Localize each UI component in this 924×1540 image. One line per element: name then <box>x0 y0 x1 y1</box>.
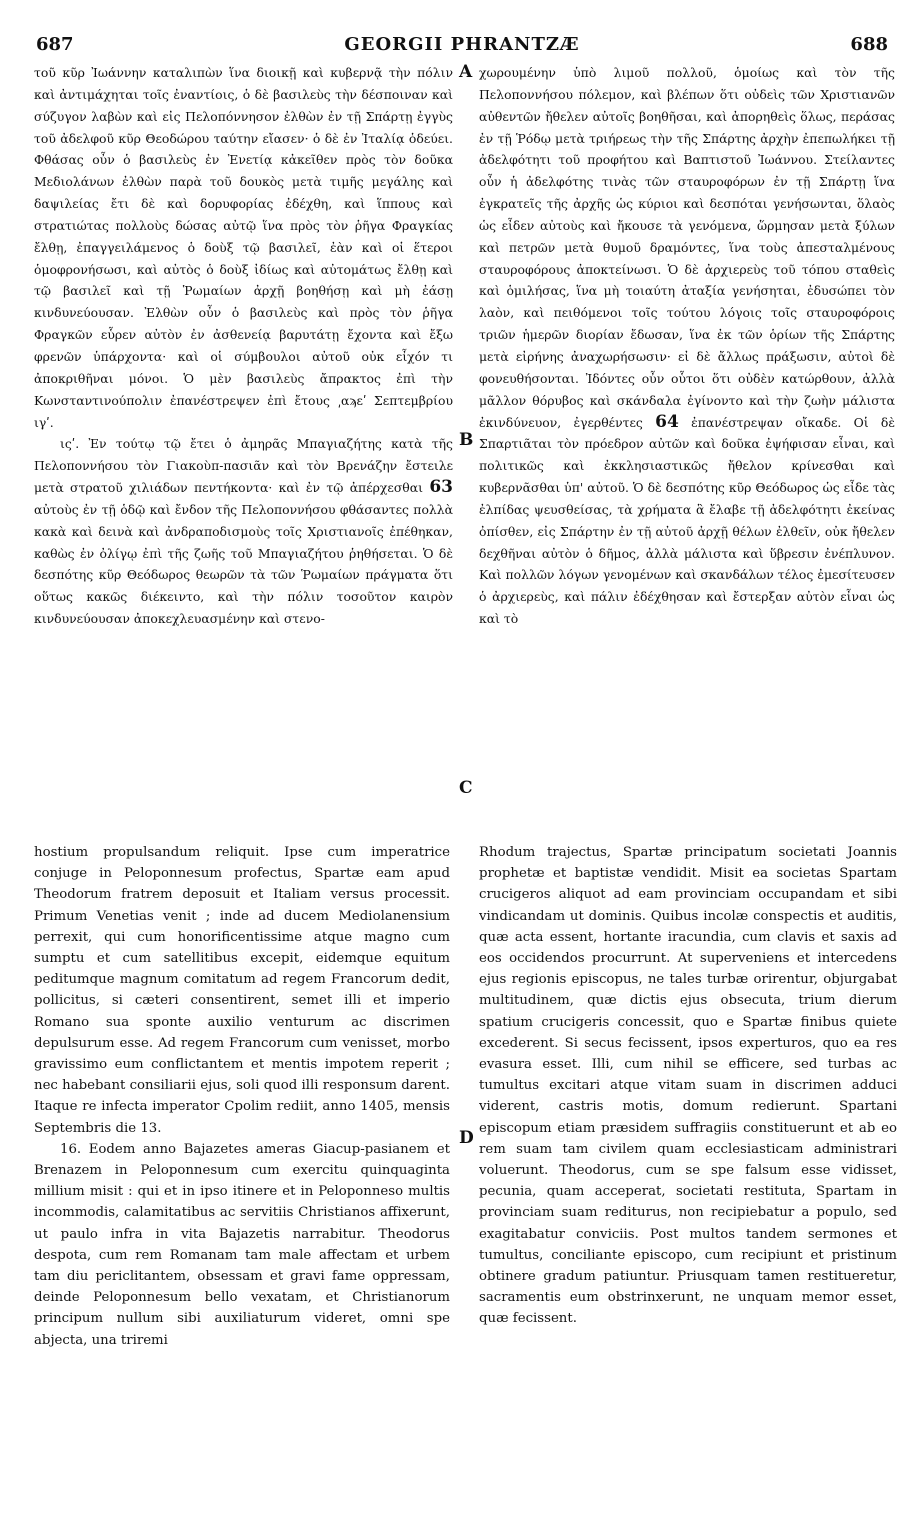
latin-text-left-column <box>34 842 450 1532</box>
greek-text: αὐτοὺς ἐν τῇ ὁδῷ καὶ ἔνδον τῆς Πελοποννήσου φθάσαντες πολλὰ κακὰ καὶ δεινὰ καὶ ἀνδραποδισμοὺς τοῖς Χριστιανοῖς ἐπέθηκαν, καθὼς ἐν ὀλίγῳ ἐπὶ τῆς ζωῆς τοῦ Μπαγιαζήτου ῥηθήσεται. Ὁ δὲ δεσπότης κῦρ Θεόδωρος θεωρῶν τὰ τῶν Ῥωμαίων πράγματα ὅτι οὕτως κακῶς διέκειντο, καὶ τὴν πόλιν τοσοῦτον καιρὸν κινδυνεύουσαν ἀποκεχλευασμένην καὶ στενο- <box>34 501 453 627</box>
latin-paragraph-16: 16. Eodem anno Bajazetes ameras Giacup-pasianem et Brenazem in Peloponnesum cum exercitu quinquaginta millium misit : qui et in ipso itinere et in Peloponneso multis incommodis, calamitatibus ac servitiis Christianos affixerunt, ut paulo infra in vita Bajazetis narrabitur. Theodorus despota, cum rem Romanam tam male affectam et urbem tam diu periclitantem, obsessam et gravi fame oppressam, deinde Peloponnesum bello vexatam, et Christianorum principum nullum sibi auxiliaturum videret, omni spe abjecta, una triremi <box>34 1141 450 1348</box>
margin-letter-a: A <box>459 62 473 82</box>
greek-paragraph: τοῦ κῦρ Ἰωάννην καταλιπὼν ἵνα διοικῇ καὶ κυβερνᾷ τὴν πόλιν καὶ ἀντιμάχηται τοῖς ἐναντίοις, ὁ δὲ βασιλεὺς τὴν δέσποιναν καὶ σύζυγον λαβὼν καὶ εἰς Πελοπόννησον ἐλθὼν ἐν τῇ Σπάρτῃ ἐγγὺς τοῦ ἀδελφοῦ κῦρ Θεοδώρου ταύτην εἴασεν· ὁ δὲ ἐν Ἰταλίᾳ ὁδεύει. Φθάσας οὖν ὁ βασιλεὺς ἐν Ἐνετίᾳ κἀκεῖθεν πρὸς τὸν δοῦκα Μεδιολάνων ἐλθὼν παρὰ τοῦ δουκὸς μετὰ τιμῆς μεγάλης καὶ δαψιλείας ἔτι δὲ καὶ δορυφορίας ἐδέχθη, καὶ ἵππους καὶ στρατιώτας πολλοὺς δώσας αὐτῷ ἵνα πρὸς τὸν ῥῆγα Φραγκίας ἔλθῃ, ἐπαγγειλάμενος ὁ δοὺξ τῷ βασιλεῖ, ἐὰν καὶ οἱ ἕτεροι ὁμοφρονήσωσι, καὶ αὐτὸς ὁ δοὺξ ἰδίως καὶ αὐτομάτως ἔλθῃ καὶ τῷ βασιλεῖ καὶ τῇ Ῥωμαίων ἀρχῇ βοηθήσῃ καὶ μὴ ἐάσῃ κινδυνεύουσαν. Ἐλθὼν οὖν ὁ βασιλεὺς καὶ πρὸς τὸν ῥῆγα Φραγκῶν εὗρεν αὐτὸν ἐν ἀσθενείᾳ βαρυτάτῃ ἔχοντα καὶ ἔξω φρενῶν ὑπάρχοντα· καὶ οἱ σύμβουλοι αὐτοῦ οὐκ εἶχόν τι ἀποκριθῆναι μόνοι. Ὁ μὲν βασιλεὺς ἄπρακτος ἐπὶ τὴν Κωνσταντινούπολιν ἐπανέστρεψεν ἐπὶ ἔτους ͵αϡεʹ Σεπτεμβρίου ιγʹ. <box>34 65 453 430</box>
latin-paragraph: hostium propulsandum reliquit. Ipse cum imperatrice conjuge in Peloponnesum profectus, Spartæ eam apud Theodorum fratrem deposuit et Italiam versus processit. Primum Venetias venit ; inde ad ducem Mediolanensium perrexit, qui cum honorificentissime atque magno cum sumptu et cum satellitibus excepit, eidemque equitum peditumque magnum comitatum ad regem Francorum dedit, pollicitus, si cæteri consentirent, semet illi et imperio Romano sua sponte auxilio venturum ac discrimen depulsurum esse. Ad regem Francorum cum venisset, morbo gravissimo eum conflictantem et mentis impotem reperit ; nec habebant consiliarii ejus, soli quod illi responsum darent. Itaque re infecta imperator Cpolim rediit, anno 1405, mensis Septembris die 13. <box>34 845 450 1136</box>
greek-paragraph <box>479 62 895 630</box>
greek-text-right-column <box>479 62 895 820</box>
greek-text: χωρουμένην ὑπὸ λιμοῦ πολλοῦ, ὁμοίως καὶ τὸν τῆς Πελοποννήσου πόλεμον, καὶ βλέπων ὅτι οὐδεὶς τῶν Χριστιανῶν αὐθεντῶν ἤθελεν αὐτοῖς βοηθῆσαι, καὶ ἀπορηθεὶς ὅλως, περάσας ἐν τῇ Ῥόδῳ μετὰ τριήρεως τὴν τῆς Σπάρτης ἀρχὴν ἐπεπωλήκει τῇ ἀδελφότητι τοῦ προφήτου καὶ Βαπτιστοῦ Ἰωάννου. Στείλαντες οὖν ἡ ἀδελφότης τινὰς τῶν σταυροφόρων ἐν τῇ Σπάρτῃ ἵνα ἐγκρατεῖς τῆς ἀρχῆς ὡς κύριοι καὶ δεσπόται γενήσωνται, ὅλαὸς ὡς εἶδεν αὐτοὺς καὶ ἤκουσε τὰ γενόμενα, ὥρμησαν μετὰ ξύλων καὶ πετρῶν μετὰ θυμοῦ δραμόντες, ἵνα τοὺς ἀπεσταλμένους σταυροφόρους ἀποκτείνωσι. Ὁ δὲ ἀρχιερεὺς τοῦ τόπου σταθεὶς καὶ ὁμιλήσας, ἵνα μὴ τοιαύτη ἀταξία γενήσηται, ἐδυσώπει τὸν λαὸν, καὶ πειθόμενοι τοῖς τούτου λόγοις τοῖς σταυροφόροις τριῶν <box>479 65 895 343</box>
margin-letter-d: D <box>459 1128 474 1148</box>
greek-text: ἡμερῶν διορίαν ἔδωσαν, ἵνα ἐκ τῶν ὁρίων τῆς Σπάρτης μετὰ εἰρήνης ἀναχωρήσωσιν· εἰ δὲ ἄλλως πράξωσιν, αὐτοὶ δὲ φονευθήσονται. Ἰδόντες οὖν οὗτοι ὅτι οὐδὲν κατώρθουν, ἀλλὰ μᾶλλον θόρυβος καὶ σκάνδαλα ἐγίνοντο καὶ τὴν ζωὴν μάλιστα ἐκινδύνευον, ἐγερθέντες <box>479 327 895 430</box>
greek-text-left-column <box>34 62 453 820</box>
page-number-right: 688 <box>850 34 888 55</box>
page-number-left: 687 <box>36 34 74 55</box>
running-title: GEORGII PHRANTZÆ <box>344 34 580 55</box>
margin-letter-b: B <box>459 430 474 450</box>
page-header <box>30 20 894 55</box>
inline-page-number: 64 <box>655 411 679 432</box>
latin-paragraph: Rhodum trajectus, Spartæ principatum societati Joannis prophetæ et baptistæ vendidit. Misit ea societas Spartam crucigeros aliquot ad eam provinciam occupandam et sibi vindicandam ut dominis. Quibus incolæ conspectis et auditis, quæ acta essent, hortante iracundia, cum clavis et saxis ad eos occidendos procurrunt. At superveniens et intercedens ejus regionis episcopus, ne tales turbæ orirentur, objurgabat multitudinem, quæ dictis ejus obsecuta, trium dierum spatium crucigeris concessit, quo e Spartæ finibus quiete excederent. Si secus fecissent, ipsos experturos, quo ea res evasura esset. Illi, cum nihil se efficere, sed turbas ac tumultus excitari atque vitam suam in discrimen adduci viderent, castris motis, domum redierunt. Spartani episcopum etiam præsidem suffragiis constituerunt et ab eo rem suam tam civilem quam ecclesiasticam administrari voluerunt. Theodorus, cum se spe falsum esse vidisset, pecunia, quam acceperat, societati restituta, Spartam in provinciam suam rediturus, non recipiebatur a populo, sed exagitabatur conviciis. Post multos tandem sermones et tumultus, conciliante episcopo, cum recipiunt et pristinum obtinere gradum patiuntur. Priusquam tamen restitueretur, sacramentis eum obstrinxerunt, ne unquam memor esset, quæ fecissent. <box>479 845 897 1327</box>
margin-letter-c: C <box>459 778 473 798</box>
inline-page-number: 63 <box>429 477 453 498</box>
latin-text-right-column <box>479 842 897 1342</box>
greek-text: ιςʹ. Ἐν τούτῳ τῷ ἔτει ὁ ἀμηρᾶς Μπαγιαζήτης κατὰ τῆς Πελοποννήσου τὸν Γιακοὺπ-πασιᾶν καὶ τὸν Βρενάζην ἔστειλε μετὰ στρατοῦ χιλιάδων πεντήκοντα· καὶ ἐν τῷ ἀπέρχεσθαι <box>34 436 453 496</box>
greek-paragraph-16 <box>34 433 453 630</box>
greek-text: ἐπανέστρεψαν οἴκαδε. Οἱ δὲ Σπαρτιᾶται τὸν πρόεδρον αὐτῶν καὶ δοῦκα ἐψήφισαν εἶναι, καὶ πολιτικῶς καὶ ἐκκλησιαστικῶς ἤθελον κρίνεσθαι καὶ κυβερνᾶσθαι ὑπ' αὐτοῦ. Ὁ δὲ δεσπότης κῦρ Θεόδωρος ὡς εἶδε τὰς ἐλπίδας ψευσθείσας, τὰ χρήματα ἃ ἔλαβε τῇ ἀδελφότητι ἐκείνας ὀπίσθεν, εἰς Σπάρτην ἐν τῇ αὐτοῦ ἀρχῇ θέλων ἐλθεῖν, οὐκ ἤθελεν δεχθῆναι αὐτὸν ὁ δῆμος, ἀλλὰ μάλιστα καὶ ὕβρεσιν ἐνέπλυνον. Καὶ πολλῶν λόγων γενομένων καὶ σκανδάλων τέλος ἐμεσίτευσεν ὁ ἀρχιερεὺς, καὶ πάλιν ἐδέχθησαν καὶ ἔστερξαν αὐτὸν εἶναι ὡς καὶ τὸ <box>479 414 895 627</box>
